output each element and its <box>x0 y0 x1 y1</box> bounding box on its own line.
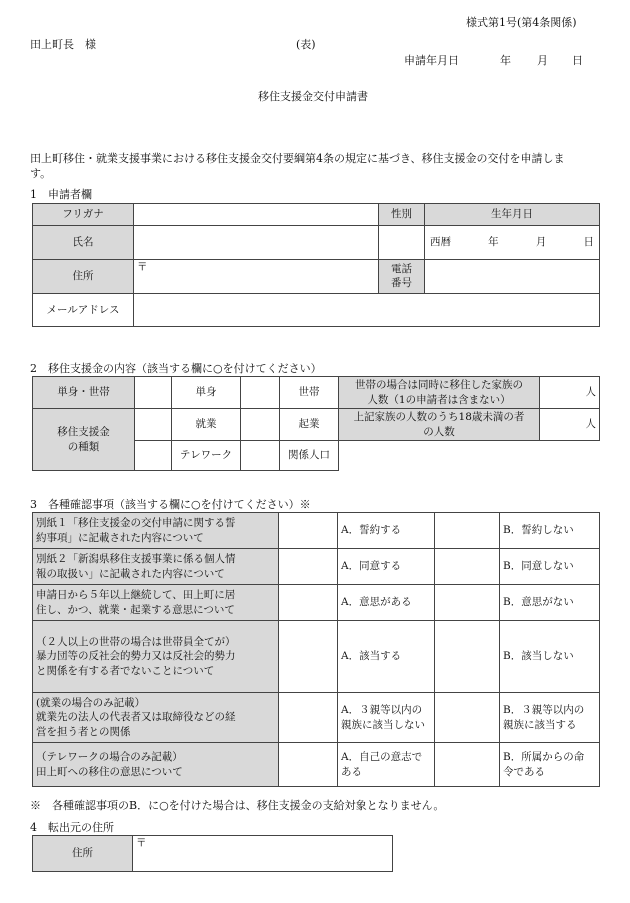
confirm-item-text: （テレワークの場合のみ記載） 田上町への移住の意思について <box>33 743 279 787</box>
option-a-check[interactable] <box>279 549 338 585</box>
option-b-label: B．所属からの命 令である <box>500 743 600 787</box>
option-b-check[interactable] <box>435 693 500 743</box>
label-previous-address: 住所 <box>33 836 133 872</box>
label-address: 住所 <box>33 260 134 294</box>
confirmation-table <box>32 512 600 787</box>
option-a-check[interactable] <box>279 743 338 787</box>
option-b-check[interactable] <box>435 585 500 621</box>
option-a-label: A．自己の意志で ある <box>338 743 435 787</box>
option-a-check[interactable] <box>279 621 338 693</box>
confirm-item-text: 別紙２「新潟県移住支援事業に係る個人情 報の取扱い」に記載された内容について <box>33 549 279 585</box>
date-year: 年 <box>500 54 511 67</box>
disqualification-note: ※ 各種確認事項のB．に○を付けた場合は、移住支援金の支給対象となりません。 <box>30 799 445 812</box>
previous-address-table <box>32 835 393 872</box>
telework-check[interactable] <box>135 441 172 471</box>
document-title: 移住支援金交付申請書 <box>258 90 368 103</box>
label-email: メールアドレス <box>33 294 134 327</box>
option-b-check[interactable] <box>435 743 500 787</box>
birth-era: 西暦 <box>430 236 451 249</box>
subsidy-table <box>32 376 600 471</box>
confirm-row <box>33 549 600 585</box>
family-count-field[interactable]: 人 <box>540 377 600 409</box>
under18-note: 上記家族の人数のうち18歳未満の者 の人数 <box>339 409 540 441</box>
option-a-label: A．意思がある <box>338 585 435 621</box>
option-a-check[interactable] <box>279 513 338 549</box>
label-subsidy-type: 移住支援金 の種類 <box>33 409 135 471</box>
label-household: 世帯 <box>280 377 339 409</box>
option-b-label: B．同意しない <box>500 549 600 585</box>
under18-count-field[interactable]: 人 <box>540 409 600 441</box>
option-b-check[interactable] <box>435 513 500 549</box>
option-b-label: B．３親等以内の 親族に該当する <box>500 693 600 743</box>
label-startup: 起業 <box>280 409 339 441</box>
postal-mark: 〒 <box>136 837 147 849</box>
confirm-item-text: 別紙１「移住支援金の交付申請に関する誓 約事項」に記載された内容について <box>33 513 279 549</box>
gender-field[interactable] <box>379 226 425 260</box>
label-name: 氏名 <box>33 226 134 260</box>
confirm-row <box>33 513 600 549</box>
label-single-household: 単身・世帯 <box>33 377 135 409</box>
name-field[interactable] <box>134 226 379 260</box>
option-a-label: A．該当する <box>338 621 435 693</box>
label-related-pop: 関係人口 <box>280 441 339 471</box>
related-pop-check[interactable] <box>241 441 280 471</box>
postal-mark: 〒 <box>137 261 148 273</box>
birth-year: 年 <box>488 236 499 249</box>
email-field[interactable] <box>134 294 600 327</box>
startup-check[interactable] <box>241 409 280 441</box>
confirm-row <box>33 743 600 787</box>
option-b-label: B．意思がない <box>500 585 600 621</box>
option-a-label: A．同意する <box>338 549 435 585</box>
label-employment: 就業 <box>172 409 241 441</box>
option-a-label: A．３親等以内の 親族に該当しない <box>338 693 435 743</box>
intro-text-1: 田上町移住・就業支援事業における移住支援金交付要綱第4条の規定に基づき、移住支援金の交付を申請しま <box>30 152 565 165</box>
birth-day: 日 <box>583 236 594 249</box>
option-b-label: B．該当しない <box>500 621 600 693</box>
section-3-heading: 3 各種確認事項（該当する欄に○を付けてください）※ <box>30 498 311 511</box>
form-number: 様式第1号(第4条関係) <box>466 16 577 29</box>
confirm-row <box>33 585 600 621</box>
label-birth: 生年月日 <box>425 204 600 226</box>
phone-field[interactable] <box>425 260 600 294</box>
section-2-heading: 2 移住支援金の内容（該当する欄に○を付けてください） <box>30 362 322 375</box>
side-label: (表) <box>296 38 316 51</box>
label-single: 単身 <box>172 377 241 409</box>
previous-address-field[interactable] <box>133 836 393 872</box>
option-b-check[interactable] <box>435 549 500 585</box>
confirm-item-text: 申請日から５年以上継続して、田上町に居 住し、かつ、就業・起業する意思について <box>33 585 279 621</box>
birth-field[interactable] <box>425 226 600 260</box>
option-a-check[interactable] <box>279 693 338 743</box>
household-check[interactable] <box>241 377 280 409</box>
birth-month: 月 <box>535 236 547 249</box>
confirm-item-text: （２人以上の世帯の場合は世帯員全てが） 暴力団等の反社会的勢力又は反社会的勢力 と関係を有する者でないことについて <box>33 621 279 693</box>
label-gender: 性別 <box>379 204 425 226</box>
label-telework: テレワーク <box>172 441 241 471</box>
confirm-row <box>33 693 600 743</box>
date-label: 申請年月日 <box>404 54 459 67</box>
single-check[interactable] <box>135 377 172 409</box>
address-field[interactable] <box>134 260 379 294</box>
option-b-check[interactable] <box>435 621 500 693</box>
furigana-field[interactable] <box>134 204 379 226</box>
applicant-table <box>32 203 600 327</box>
date-month: 月 <box>537 54 548 67</box>
family-count-note: 世帯の場合は同時に移住した家族の 人数（1の申請者は含まない） <box>339 377 540 409</box>
option-b-label: B．誓約しない <box>500 513 600 549</box>
option-a-check[interactable] <box>279 585 338 621</box>
section-4-heading: 4 転出元の住所 <box>30 821 114 834</box>
employment-check[interactable] <box>135 409 172 441</box>
confirm-item-text: (就業の場合のみ記載） 就業先の法人の代表者又は取締役などの経 営を担う者との関係 <box>33 693 279 743</box>
date-day: 日 <box>572 54 583 67</box>
addressee: 田上町長 様 <box>30 38 96 51</box>
label-phone: 電話 番号 <box>379 260 425 294</box>
section-1-heading: 1 申請者欄 <box>30 188 92 201</box>
label-furigana: フリガナ <box>33 204 134 226</box>
option-a-label: A．誓約する <box>338 513 435 549</box>
confirm-row <box>33 621 600 693</box>
intro-text-2: す。 <box>30 167 52 180</box>
